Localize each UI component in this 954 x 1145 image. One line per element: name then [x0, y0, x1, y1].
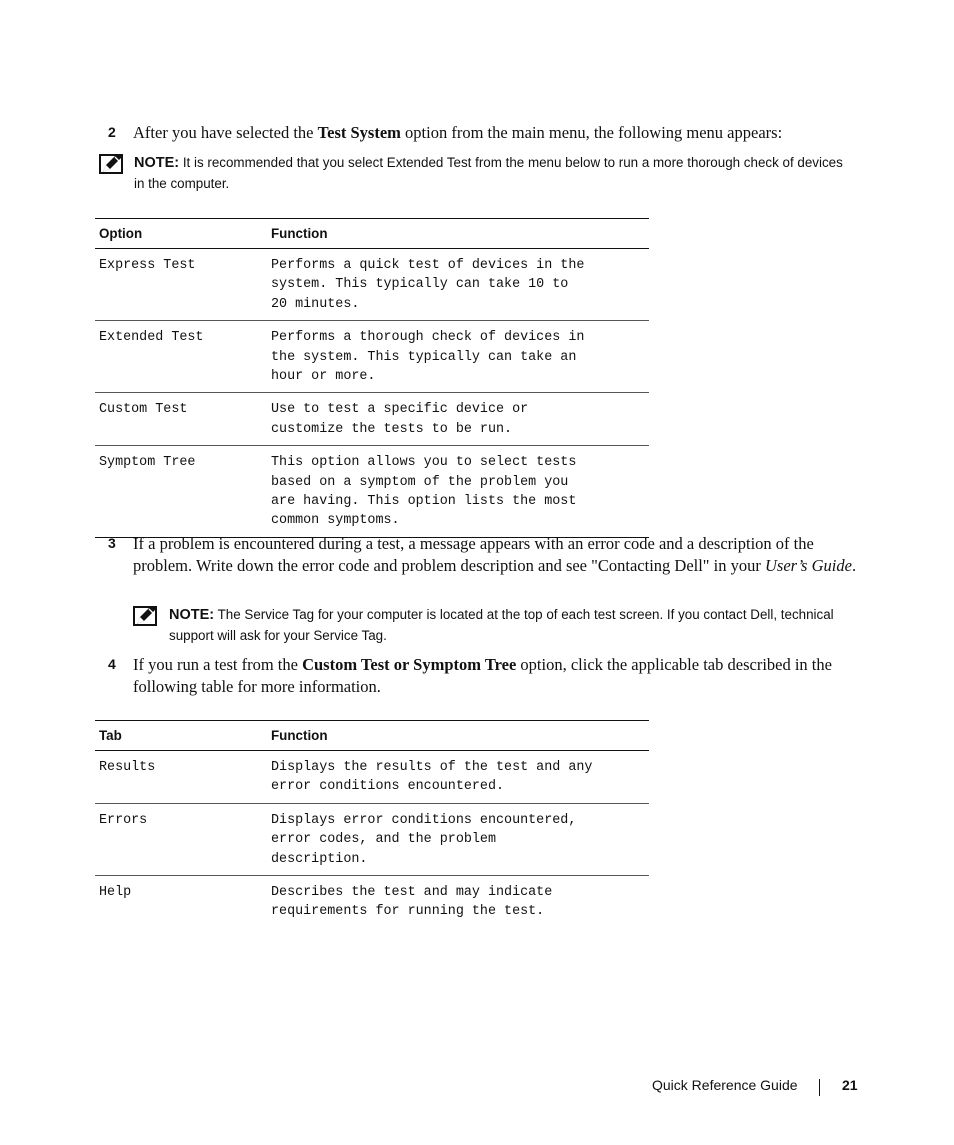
function-cell: Describes the test and may indicate requirements for running the test. — [271, 885, 553, 920]
step-number: 2 — [108, 124, 116, 140]
page-number: 21 — [842, 1077, 858, 1093]
note-text: NOTE: The Service Tag for your computer is located at the top of each test screen. If you contact Dell, technical support will ask for your Service Tag. — [169, 607, 834, 643]
table-row — [95, 803, 649, 875]
footer-guide-title: Quick Reference Guide — [652, 1077, 798, 1093]
table-row — [95, 249, 649, 321]
column-header-function: Function — [267, 219, 649, 249]
table-row — [95, 751, 649, 804]
table-row — [95, 446, 649, 538]
note-pencil-icon — [99, 154, 123, 174]
column-header-function: Function — [267, 721, 649, 751]
table-row — [95, 321, 649, 393]
option-cell: Symptom Tree — [95, 446, 267, 538]
step-text: If a problem is encountered during a test, a message appears with an error code and a description of the problem. Write down the error code and problem description and see "Contacting Dell" in your User’s Guide. — [133, 534, 857, 575]
function-cell: Performs a thorough check of devices in the system. This typically can take an hour or more. — [267, 321, 649, 393]
option-table — [95, 218, 649, 538]
function-cell: Displays the results of the test and any error conditions encountered. — [267, 751, 649, 804]
step-number: 4 — [108, 656, 116, 672]
footer-divider — [819, 1079, 820, 1096]
column-header-option: Option — [95, 219, 267, 249]
tab-cell: Results — [95, 751, 267, 804]
table-header-row — [95, 219, 649, 249]
step-text: If you run a test from the Custom Test or Symptom Tree option, click the applicable tab described in the following table for more information. — [133, 655, 832, 696]
step-text: After you have selected the Test System option from the main menu, the following menu appears: — [133, 123, 783, 142]
column-header-tab: Tab — [95, 721, 267, 751]
tab-table — [95, 720, 649, 928]
function-cell: This option allows you to select tests based on a symptom of the problem you are having. This option lists the most common symptoms. — [267, 446, 649, 538]
step-number: 3 — [108, 535, 116, 551]
note-pencil-icon — [133, 606, 157, 626]
table-row — [95, 393, 649, 446]
function-cell: Use to test a specific device or customize the tests to be run. — [267, 393, 649, 446]
option-cell: Express Test — [95, 249, 267, 321]
tab-cell: Help — [99, 885, 132, 901]
table-row — [95, 876, 649, 928]
option-cell: Custom Test — [95, 393, 267, 446]
function-cell: Displays error conditions encountered, error codes, and the problem description. — [267, 803, 649, 875]
table-header-row — [95, 721, 649, 751]
function-cell: Performs a quick test of devices in the system. This typically can take 10 to 20 minutes. — [267, 249, 649, 321]
option-cell: Extended Test — [95, 321, 267, 393]
note-text: NOTE: It is recommended that you select Extended Test from the menu below to run a more thorough check of devices in the computer. — [134, 155, 843, 191]
tab-cell: Errors — [95, 803, 267, 875]
